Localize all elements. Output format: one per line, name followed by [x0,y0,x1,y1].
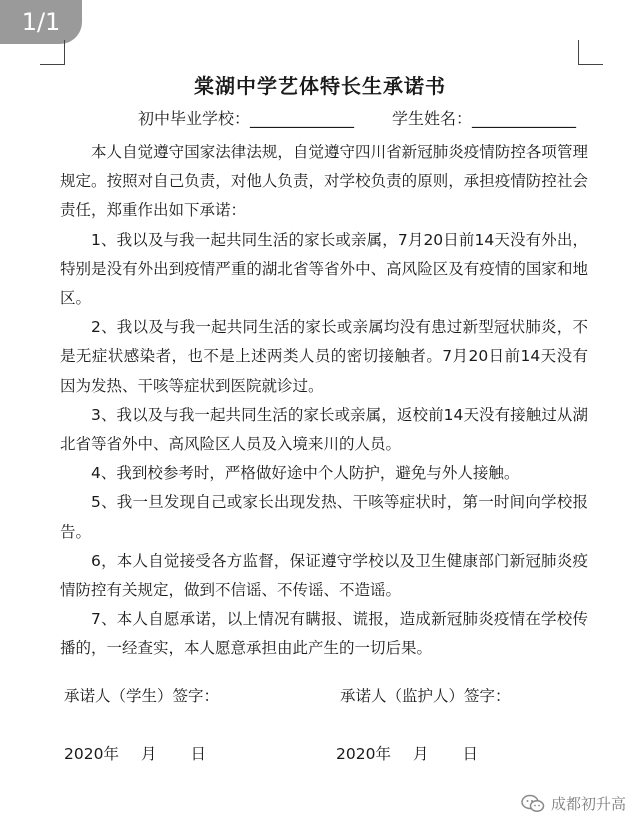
crop-mark-top-left [40,40,65,65]
paragraph-item-6: 6，本人自觉接受各方监督，保证遵守学校以及卫生健康部门新冠肺炎疫情防控有关规定，做到不信谣、不传谣、不造谣。 [60,551,588,600]
paragraph-item-4: 4、我到校参考时，严格做好途中个人防护，避免与外人接触。 [91,464,520,483]
paragraph-item-5: 5、我一旦发现自己或家长出现发热、干咳等症状时，第一时间向学校报告。 [60,493,588,541]
signature-line [64,684,584,706]
paragraph-item-2: 2、我以及与我一起共同生活的家长或亲属均没有患过新型冠状肺炎，不是无症状感染者，也不是上述两类人员的密切接触者。7月20日前14天没有因为发热、干咳等症状到医院就诊过。 [60,318,588,395]
paragraph-item-3: 3、我以及与我一起共同生活的家长或亲属，返校前14天没有接触过从湖北省等省外中、高风险区人员及入境来川的人员。 [60,405,588,454]
student-field-blank: _____________ [472,109,577,128]
watermark [521,793,626,814]
document-title: 棠湖中学艺体特长生承诺书 [194,74,446,98]
paragraph-item-7: 7、本人自愿承诺，以上情况有瞒报、谎报，造成新冠肺炎疫情在学校传播的，一经查实，本人愿意承担由此产生的一切后果。 [60,610,588,658]
header-fields [138,106,576,129]
wechat-icon [521,794,545,814]
signature-guardian-label: 承诺人（监护人）签字： [340,687,511,705]
date-year: 2020年 [64,745,119,763]
date-month: 月 [140,745,157,763]
paragraph-item-1: 1、我以及与我一起共同生活的家长或亲属，7月20日前14天没有外出，特别是没有外出到疫情严重的湖北省等省外中、高风险区及有疫情的国家和地区。 [60,230,588,308]
date-day: 日 [462,745,478,763]
date-guardian [336,742,478,764]
page-indicator: 1/1 [0,0,82,44]
date-month: 月 [412,745,429,763]
document-body [60,138,588,664]
crop-mark-top-right [578,40,603,65]
date-line [64,742,584,764]
school-field-blank: _____________ [250,109,355,128]
date-day: 日 [190,745,206,763]
student-field-label: 学生姓名： [392,109,473,128]
watermark-text: 成都初升高 [550,795,626,813]
date-student [64,745,206,763]
school-field-label: 初中毕业学校： [138,109,251,128]
date-year: 2020年 [336,745,391,763]
paragraph-intro: 本人自觉遵守国家法律法规，自觉遵守四川省新冠肺炎疫情防控各项管理规定。按照对自己负责，对他人负责，对学校负责的原则，承担疫情防控社会责任，郑重作出如下承诺： [60,143,588,220]
signature-student-label: 承诺人（学生）签字： [64,687,220,705]
